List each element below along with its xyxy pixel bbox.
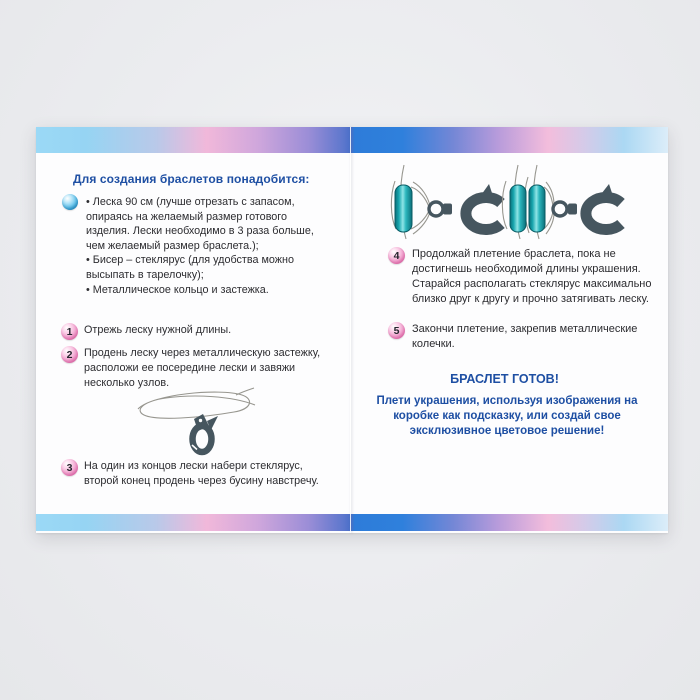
lobster-clasp-icon bbox=[429, 184, 501, 230]
step-text: Продолжай плетение браслета, пока не достигнешь необходимой длины украшения. Старайся располагать стеклярус максимально близко друг к другу и прочно затягивать леску. bbox=[412, 248, 652, 305]
page-right bbox=[351, 127, 668, 533]
material-item: • Леска 90 см (лучше отрезать с запасом, опираясь на желаемый размер готового изделия. Лески необходимо в 3 раза больше, чем желаемый размер браслета.); bbox=[86, 196, 314, 252]
step-number-badge: 2 bbox=[61, 346, 78, 363]
material-item: • Металлическое кольцо и застежка. bbox=[86, 283, 269, 296]
lobster-clasp-icon bbox=[192, 414, 218, 452]
glass-bead bbox=[395, 185, 412, 232]
material-item: • Бисер – стеклярус (для удобства можно высыпать в тарелочку); bbox=[86, 254, 294, 281]
clasp-on-line-illustration bbox=[128, 385, 256, 457]
bead-sphere-icon bbox=[62, 194, 78, 210]
materials-list bbox=[86, 195, 324, 297]
page-title: Для создания браслетов понадобится: bbox=[73, 172, 310, 186]
step-text: На один из концов лески набери стеклярус, второй конец продень через бусину навстречу. bbox=[84, 460, 319, 487]
step-number-badge: 3 bbox=[61, 459, 78, 476]
page-left bbox=[36, 127, 350, 533]
booklet-fold-line bbox=[350, 127, 351, 533]
step-text: Отрежь леску нужной длины. bbox=[84, 324, 232, 336]
finale-title: БРАСЛЕТ ГОТОВ! bbox=[450, 372, 559, 386]
instruction-booklet bbox=[36, 127, 668, 533]
step-text: Закончи плетение, закрепив металлические колечки. bbox=[412, 323, 638, 350]
fishing-line bbox=[138, 388, 255, 418]
step-number-badge: 5 bbox=[388, 322, 405, 339]
glass-bead bbox=[510, 185, 526, 232]
glass-bead bbox=[529, 185, 545, 232]
step-number-badge: 4 bbox=[388, 247, 405, 264]
step-text: Продень леску через металлическую застежку, расположи ее посередине лески и завяжи несколько узлов. bbox=[84, 347, 321, 389]
lobster-clasp-icon bbox=[553, 184, 621, 230]
finale-text: Плети украшения, используя изображения на коробке как подсказку, или создай свое эксклюзивное цветовое решение! bbox=[376, 395, 638, 438]
beads-and-clasp-illustration bbox=[382, 159, 639, 241]
step-number-badge: 1 bbox=[61, 323, 78, 340]
